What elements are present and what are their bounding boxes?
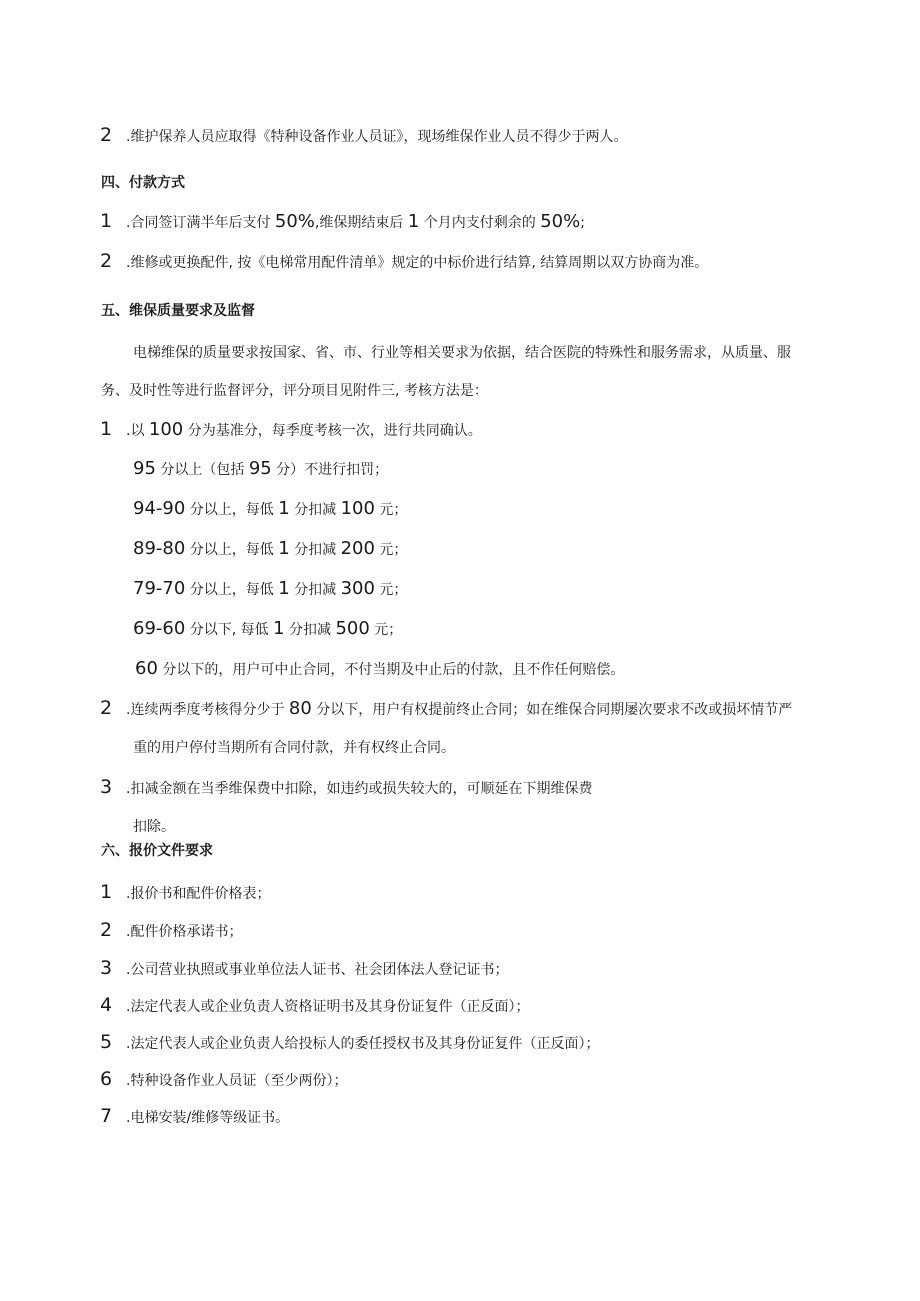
item-base-score: 1 .以 100 分为基准分，每季度考核一次，进行共同确认。 xyxy=(100,418,482,440)
quote-requirement-item: 3 .公司营业执照或事业单位法人证书、社会团体法人登记证书； xyxy=(100,957,509,979)
quote-requirement-item: 4 .法定代表人或企业负责人资格证明书及其身份证复件（正反面）； xyxy=(100,994,530,1016)
section-heading-quality: 五、维保质量要求及监督 xyxy=(101,303,255,319)
quote-requirement-item: 7 .电梯安装/维修等级证书。 xyxy=(100,1105,290,1127)
paragraph-quality-line-1: 电梯维保的质量要求按国家、省、市、行业等相关要求为依据，结合医院的特殊性和服务需求，从质量、服 xyxy=(133,345,791,361)
item-consecutive-low-score-continued: 重的用户停付当期所有合同付款，并有权终止合同。 xyxy=(133,740,455,756)
item-parts-settlement: 2 .维修或更换配件, 按《电梯常用配件清单》规定的中标价进行结算, 结算周期以双方协商为准。 xyxy=(100,250,709,272)
quote-requirement-item: 6 .特种设备作业人员证（至少两份）； xyxy=(100,1068,348,1090)
item-staff-certificate: 2 .维护保养人员应取得《特种设备作业人员证》，现场维保作业人员不得少于两人。 xyxy=(100,124,628,146)
section-heading-payment: 四、付款方式 xyxy=(101,175,185,191)
score-rule-89-80: 89-80 分以上，每低 1 分扣减 200 元； xyxy=(133,538,408,559)
quote-requirement-item: 1 .报价书和配件价格表； xyxy=(100,881,271,903)
score-rule-below-60: 60 分以下的，用户可中止合同，不付当期及中止后的付款，且不作任何赔偿。 xyxy=(135,658,625,679)
score-rule-94-90: 94-90 分以上，每低 1 分扣减 100 元； xyxy=(133,498,408,519)
item-payment-schedule: 1 .合同签订满半年后支付 50%,维保期结束后 1 个月内支付剩余的 50%; xyxy=(100,210,585,232)
item-deduction-continued: 扣除。 xyxy=(133,819,175,835)
item-deduction: 3 .扣减金额在当季维保费中扣除，如违约或损失较大的，可顺延在下期维保费 xyxy=(100,776,593,798)
item-consecutive-low-score: 2 .连续两季度考核得分少于 80 分以下，用户有权提前终止合同；如在维保合同期屡次要求不改或损坏情节严 xyxy=(100,697,793,719)
section-heading-quote-documents: 六、报价文件要求 xyxy=(101,843,213,859)
paragraph-quality-line-2: 务、及时性等进行监督评分，评分项目见附件三, 考核方法是： xyxy=(101,383,488,399)
score-rule-69-60: 69-60 分以下, 每低 1 分扣减 500 元； xyxy=(133,618,403,639)
quote-requirement-item: 2 .配件价格承诺书； xyxy=(100,919,243,941)
score-rule-95: 95 分以上（包括 95 分）不进行扣罚； xyxy=(133,458,389,479)
score-rule-79-70: 79-70 分以上，每低 1 分扣减 300 元； xyxy=(133,578,408,599)
quote-requirement-item: 5 .法定代表人或企业负责人给投标人的委任授权书及其身份证复件（正反面）； xyxy=(100,1031,600,1053)
